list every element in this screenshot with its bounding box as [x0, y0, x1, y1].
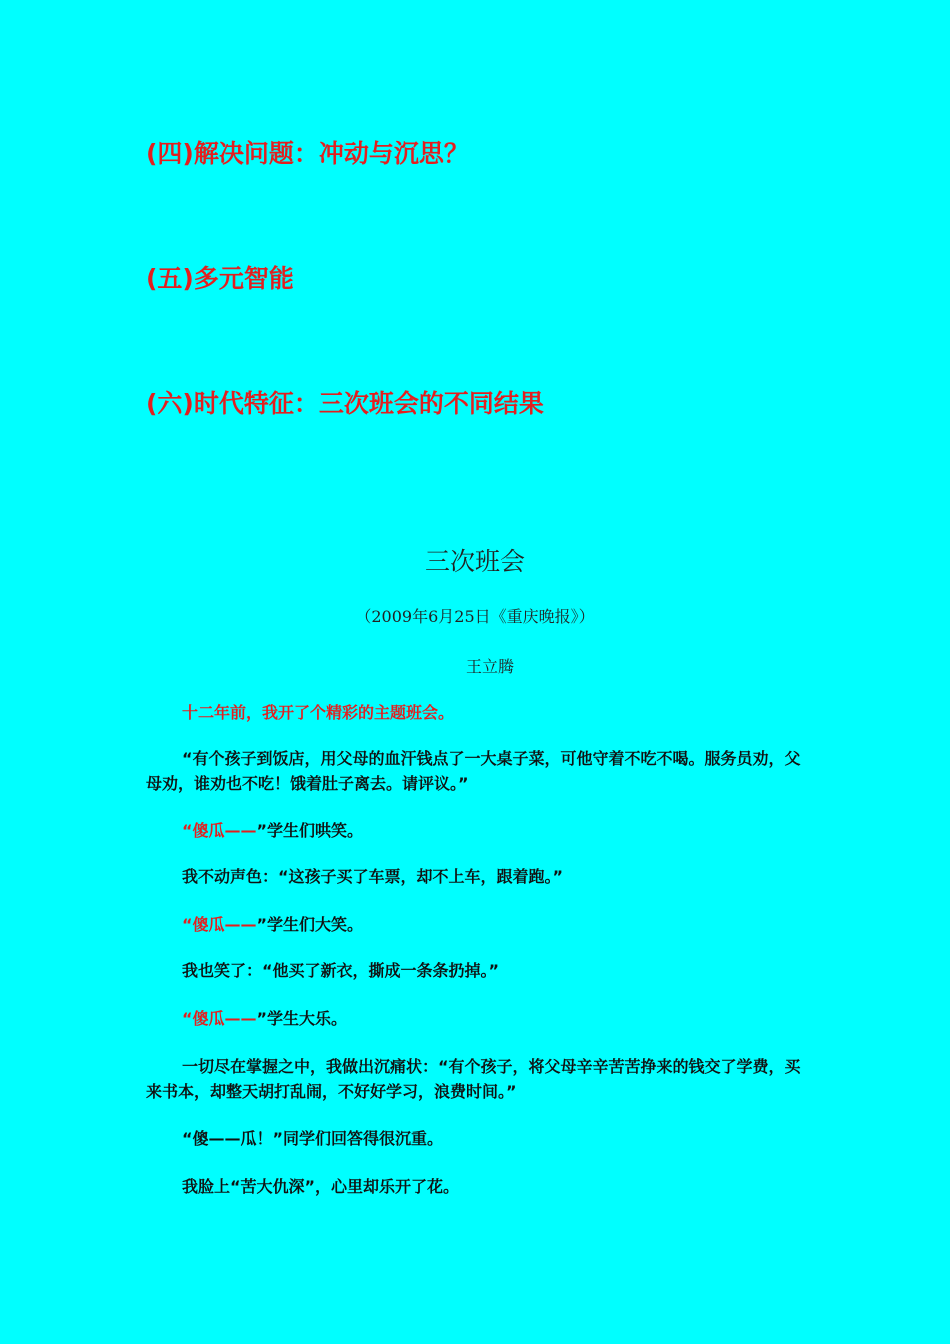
paragraph-text: 我不动声色：“这孩子买了车票，却不上车，跟着跑。”	[182, 867, 564, 886]
paragraph-text: 一切尽在掌握之中，我做出沉痛状：“有个孩子，将父母辛辛苦苦挣来的钱交了学费，买来书本，却整天胡打乱闹，不好好学习，浪费时间。”	[146, 1057, 801, 1101]
paragraph-intro	[146, 700, 814, 725]
article-title: 三次班会	[424, 547, 525, 576]
paragraph-conclusion	[146, 1174, 814, 1199]
paragraph-text: ”学生们哄笑。	[256, 821, 364, 840]
paragraph-response-3	[146, 1006, 814, 1031]
paragraph-story-1	[146, 746, 814, 796]
paragraph-text: 我脸上“苦大仇深”，心里却乐开了花。	[182, 1177, 460, 1196]
paragraph-text: 我也笑了：“他买了新衣，撕成一条条扔掉。”	[182, 961, 500, 980]
article-source: （2009年6月25日《重庆晚报》）	[355, 607, 595, 626]
paragraph-story-4	[146, 1054, 814, 1104]
paragraph-response-2	[146, 912, 814, 937]
article-author: 王立腾	[466, 657, 515, 676]
paragraph-response-1	[146, 818, 814, 843]
paragraph-story-2	[146, 864, 814, 889]
paragraph-text: “有个孩子到饭店，用父母的血汗钱点了一大桌子菜，可他守着不吃不喝。服务员劝，父母劝，谁劝也不吃！饿着肚子离去。请评议。”	[146, 749, 801, 793]
quote-red: “傻瓜——	[182, 915, 257, 934]
section-heading-4: (四)解决问题：冲动与沉思？	[146, 139, 469, 168]
quote-red: “傻瓜——	[182, 1009, 257, 1028]
section-heading-5: (五)多元智能	[146, 264, 294, 293]
paragraph-text: “傻——瓜！”同学们回答得很沉重。	[182, 1129, 444, 1148]
paragraph-text: ”学生们大笑。	[256, 915, 364, 934]
paragraph-text: ”学生大乐。	[256, 1009, 348, 1028]
quote-red: “傻瓜——	[182, 821, 257, 840]
paragraph-story-3	[146, 958, 814, 983]
section-heading-6: (六)时代特征：三次班会的不同结果	[146, 389, 544, 418]
paragraph-text: 十二年前，我开了个精彩的主题班会。	[182, 703, 455, 722]
paragraph-response-4	[146, 1126, 814, 1151]
